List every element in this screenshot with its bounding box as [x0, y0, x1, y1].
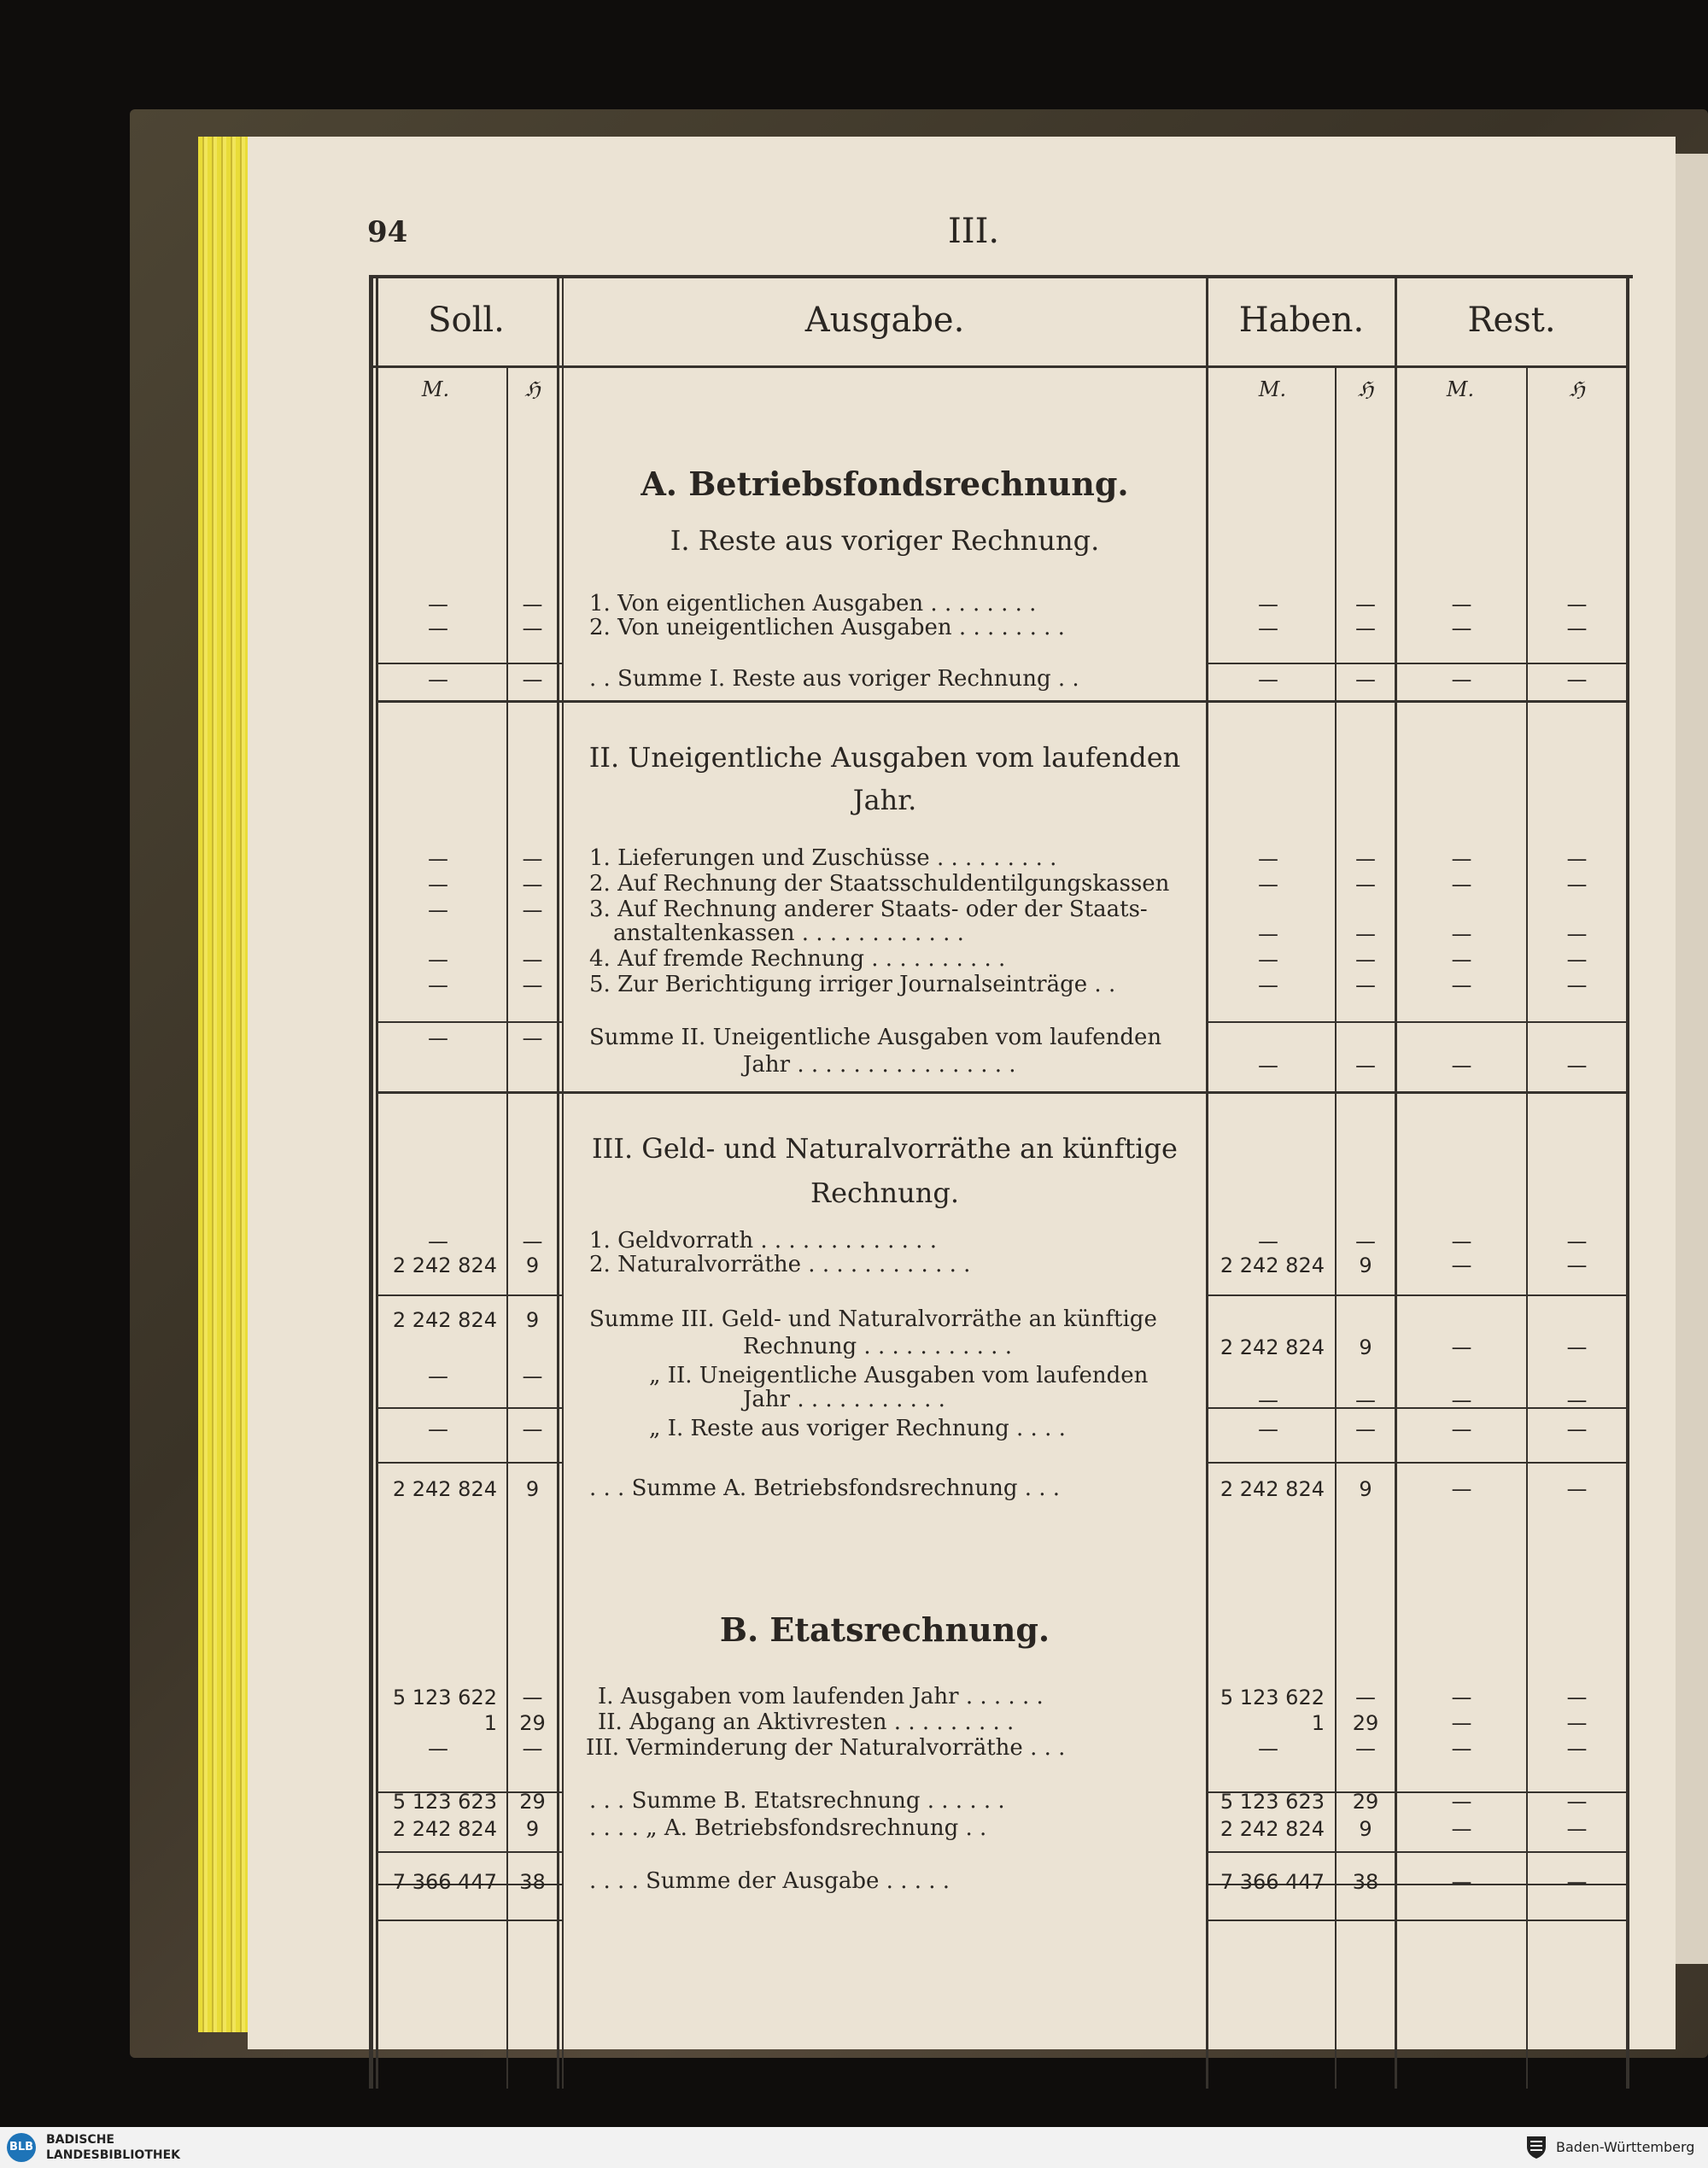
cell-soll-m: 2 242 824 — [392, 1477, 497, 1501]
cell-haben-m: — — [1258, 922, 1278, 946]
coat-of-arms-icon — [1525, 2135, 1547, 2160]
cell-soll-pf: 29 — [519, 1790, 546, 1814]
cell-haben-pf: — — [1355, 617, 1376, 640]
cell-rest-m: — — [1451, 1870, 1472, 1894]
cell-haben-pf: 29 — [1352, 1790, 1379, 1814]
cell-soll-m: — — [428, 873, 448, 897]
book-page — [248, 137, 1676, 2049]
cell-haben-m: — — [1258, 873, 1278, 897]
row-text: . . Summe I. Reste aus voriger Rechnung . . — [589, 666, 1079, 692]
row-text: 2. Auf Rechnung der Staatsschuldentilgungskassen — [589, 871, 1170, 897]
row-text: 2. Naturalvorräthe . . . . . . . . . . . . — [589, 1252, 971, 1277]
cell-soll-pf: — — [522, 847, 543, 871]
cell-haben-pf: 9 — [1359, 1253, 1372, 1277]
cell-rest-m: — — [1451, 1686, 1472, 1709]
cell-rest-m: — — [1451, 847, 1472, 871]
cell-soll-pf: — — [522, 668, 543, 692]
cell-soll-pf: — — [522, 593, 543, 617]
row-text: Summe III. Geld- und Naturalvorräthe an künftige — [589, 1306, 1157, 1332]
unit-rest-pf: ℌ — [1569, 377, 1585, 401]
cell-soll-pf: 9 — [525, 1308, 540, 1332]
cell-rest-m: — — [1451, 617, 1472, 640]
cell-rest-pf: — — [1566, 1253, 1588, 1277]
unit-soll-pf: ℌ — [524, 377, 541, 401]
cell-rest-pf: — — [1566, 847, 1588, 871]
cell-rest-pf: — — [1566, 922, 1588, 946]
cell-haben-pf: — — [1355, 847, 1376, 871]
cell-haben-m: — — [1258, 1737, 1278, 1761]
cell-soll-m: 2 242 824 — [392, 1308, 497, 1332]
cell-soll-m: — — [428, 1026, 448, 1050]
cell-haben-m: 7 366 447 — [1220, 1870, 1325, 1894]
row-text: . . . Summe A. Betriebsfondsrechnung . . . — [589, 1476, 1061, 1501]
library-name-line-2: LANDESBIBLIOTHEK — [46, 2148, 181, 2162]
cell-soll-pf: — — [522, 898, 543, 922]
library-name — [46, 2132, 180, 2163]
cell-rest-pf: — — [1566, 1054, 1588, 1078]
cell-haben-pf: 9 — [1359, 1477, 1372, 1501]
cell-soll-pf: 29 — [519, 1711, 546, 1735]
row-text: 3. Auf Rechnung anderer Staats- oder der Staats- — [589, 897, 1148, 922]
cell-rest-pf: — — [1566, 1711, 1588, 1735]
row-text: Jahr . . . . . . . . . . . — [743, 1387, 945, 1412]
row-text: Rechnung . . . . . . . . . . . — [743, 1334, 1012, 1359]
cell-rest-pf: — — [1566, 617, 1588, 640]
row-text: I. Ausgaben vom laufenden Jahr . . . . . . — [598, 1684, 1044, 1709]
header-soll: Soll. — [428, 301, 505, 340]
row-text: . . . . „ A. Betriebsfondsrechnung . . — [589, 1815, 987, 1841]
cell-haben-m: 2 242 824 — [1220, 1253, 1325, 1277]
cell-soll-m: — — [428, 617, 448, 640]
cell-rest-m: — — [1451, 1230, 1472, 1253]
cell-soll-m: — — [428, 1737, 448, 1761]
unit-rest-mark: M. — [1446, 377, 1475, 401]
section-a2-title-1: II. Uneigentliche Ausgaben vom laufenden — [588, 741, 1181, 774]
row-text: II. Abgang an Aktivresten . . . . . . . . . — [598, 1709, 1015, 1735]
row-text: 5. Zur Berichtigung irriger Journalseinträge . . — [589, 972, 1116, 997]
cell-soll-m: — — [428, 1417, 448, 1441]
cell-haben-m: — — [1258, 1417, 1278, 1441]
cell-soll-m: 2 242 824 — [392, 1817, 497, 1841]
cell-haben-pf: — — [1355, 1417, 1376, 1441]
cell-soll-m: — — [428, 1364, 448, 1388]
cell-haben-pf: — — [1355, 1686, 1376, 1709]
cell-soll-pf: 9 — [525, 1477, 540, 1501]
cell-haben-pf: 9 — [1359, 1817, 1372, 1841]
cell-haben-m: — — [1258, 973, 1278, 997]
library-name-line-1: BADISCHE — [46, 2133, 114, 2147]
cell-haben-m: 2 242 824 — [1220, 1477, 1325, 1501]
cell-soll-m: — — [428, 1230, 448, 1253]
cell-rest-pf: — — [1566, 593, 1588, 617]
cell-soll-pf: — — [522, 1230, 543, 1253]
row-text: . . . . Summe der Ausgabe . . . . . — [589, 1868, 951, 1894]
cell-soll-pf: — — [522, 1417, 543, 1441]
section-a2-title-2: Jahr. — [852, 784, 917, 816]
cell-haben-pf: — — [1355, 873, 1376, 897]
cell-soll-pf: — — [522, 1737, 543, 1761]
cell-soll-m: — — [428, 898, 448, 922]
cell-rest-m: — — [1451, 1711, 1472, 1735]
row-text: 1. Lieferungen und Zuschüsse . . . . . . . . . — [589, 845, 1057, 871]
cell-rest-pf: — — [1566, 1388, 1588, 1412]
row-text: „ II. Uneigentliche Ausgaben vom laufenden — [649, 1363, 1149, 1388]
cell-soll-pf: 9 — [525, 1253, 540, 1277]
header-rest: Rest. — [1467, 301, 1556, 340]
cell-soll-pf: — — [522, 973, 543, 997]
cell-soll-pf: 38 — [519, 1870, 546, 1894]
section-a-title: A. Betriebsfondsrechnung. — [640, 465, 1129, 503]
cell-haben-m: 5 123 622 — [1220, 1686, 1325, 1709]
row-text: „ I. Reste aus voriger Rechnung . . . . — [649, 1416, 1066, 1441]
cell-rest-m: — — [1451, 1790, 1472, 1814]
cell-haben-pf: 38 — [1352, 1870, 1379, 1894]
cell-rest-m: — — [1451, 1253, 1472, 1277]
cell-rest-pf: — — [1566, 1737, 1588, 1761]
row-text: 4. Auf fremde Rechnung . . . . . . . . . . — [589, 946, 1006, 972]
cell-haben-m: — — [1258, 847, 1278, 871]
cell-soll-m: — — [428, 948, 448, 972]
cell-rest-pf: — — [1566, 1335, 1588, 1359]
cell-haben-pf: — — [1355, 973, 1376, 997]
cell-rest-pf: — — [1566, 1817, 1588, 1841]
row-text: 2. Von uneigentlichen Ausgaben . . . . . . . . — [589, 615, 1065, 640]
cell-haben-m: 1 — [1311, 1711, 1325, 1735]
cell-rest-pf: — — [1566, 1417, 1588, 1441]
row-text: Jahr . . . . . . . . . . . . . . . . — [743, 1052, 1016, 1078]
cell-rest-m: — — [1451, 948, 1472, 972]
cell-rest-m: — — [1451, 1335, 1472, 1359]
cell-rest-pf: — — [1566, 1477, 1588, 1501]
cell-soll-m: — — [428, 593, 448, 617]
cell-haben-m: — — [1258, 1388, 1278, 1412]
row-text: . . . Summe B. Etatsrechnung . . . . . . — [589, 1788, 1005, 1814]
cell-haben-pf: — — [1355, 668, 1376, 692]
cell-rest-m: — — [1451, 1737, 1472, 1761]
cell-haben-m: — — [1258, 1230, 1278, 1253]
cell-rest-m: — — [1451, 873, 1472, 897]
cell-rest-pf: — — [1566, 948, 1588, 972]
cell-haben-m: — — [1258, 617, 1278, 640]
row-text: III. Verminderung der Naturalvorräthe . . . — [586, 1735, 1066, 1761]
cell-soll-m: 5 123 622 — [392, 1686, 497, 1709]
cell-rest-pf: — — [1566, 668, 1588, 692]
cell-rest-pf: — — [1566, 973, 1588, 997]
cell-rest-pf: — — [1566, 1686, 1588, 1709]
cell-soll-pf: — — [522, 948, 543, 972]
cell-rest-m: — — [1451, 1477, 1472, 1501]
footer-bar — [0, 2127, 1708, 2168]
cell-soll-pf: — — [522, 1364, 543, 1388]
cell-rest-m: — — [1451, 1817, 1472, 1841]
cell-haben-pf: — — [1355, 1388, 1376, 1412]
cell-haben-pf: 9 — [1359, 1335, 1372, 1359]
cell-haben-m: — — [1258, 948, 1278, 972]
cell-soll-pf: 9 — [525, 1817, 540, 1841]
cell-soll-m: — — [428, 668, 448, 692]
cell-haben-m: — — [1258, 1054, 1278, 1078]
library-logo: BLB — [7, 2133, 36, 2162]
cell-soll-pf: — — [522, 1026, 543, 1050]
cell-rest-m: — — [1451, 593, 1472, 617]
cell-rest-pf: — — [1566, 1230, 1588, 1253]
cell-rest-m: — — [1451, 1388, 1472, 1412]
cell-rest-m: — — [1451, 1417, 1472, 1441]
row-text: anstaltenkassen . . . . . . . . . . . . — [613, 920, 964, 946]
chapter-number: III. — [948, 212, 1000, 251]
state-name: Baden-Württemberg — [1556, 2139, 1695, 2155]
cell-rest-pf: — — [1566, 1790, 1588, 1814]
cell-soll-m: 5 123 623 — [392, 1790, 497, 1814]
cell-rest-pf: — — [1566, 873, 1588, 897]
cell-haben-pf: — — [1355, 1230, 1376, 1253]
unit-haben-mark: M. — [1258, 377, 1287, 401]
cell-haben-m: — — [1258, 668, 1278, 692]
section-a3-title-1: III. Geld- und Naturalvorräthe an künftige — [592, 1132, 1178, 1165]
cell-haben-pf: — — [1355, 948, 1376, 972]
cell-haben-m: — — [1258, 593, 1278, 617]
cell-rest-m: — — [1451, 668, 1472, 692]
cell-soll-pf: — — [522, 1686, 543, 1709]
cell-haben-pf: — — [1355, 922, 1376, 946]
cell-haben-pf: 29 — [1352, 1711, 1379, 1735]
unit-haben-pf: ℌ — [1357, 377, 1374, 401]
cell-soll-m: — — [428, 973, 448, 997]
cell-soll-m: 2 242 824 — [392, 1253, 497, 1277]
row-text: 1. Geldvorrath . . . . . . . . . . . . . — [589, 1228, 937, 1253]
cell-haben-pf: — — [1355, 1054, 1376, 1078]
cell-rest-m: — — [1451, 922, 1472, 946]
cell-haben-m: 2 242 824 — [1220, 1335, 1325, 1359]
cell-soll-m: — — [428, 847, 448, 871]
cell-soll-pf: — — [522, 617, 543, 640]
cell-haben-m: 5 123 623 — [1220, 1790, 1325, 1814]
cell-rest-m: — — [1451, 1054, 1472, 1078]
cell-soll-m: 1 — [483, 1711, 497, 1735]
page-edges — [198, 137, 249, 2032]
cell-rest-m: — — [1451, 973, 1472, 997]
cell-soll-pf: — — [522, 873, 543, 897]
cell-haben-pf: — — [1355, 1737, 1376, 1761]
header-haben: Haben. — [1238, 301, 1365, 340]
cell-soll-m: 7 366 447 — [392, 1870, 497, 1894]
next-page-edge — [1676, 154, 1708, 1964]
section-b-title: B. Etatsrechnung. — [719, 1610, 1050, 1649]
section-a3-title-2: Rechnung. — [810, 1177, 960, 1209]
unit-soll-mark: M. — [421, 377, 450, 401]
row-text: 1. Von eigentlichen Ausgaben . . . . . . . . — [589, 591, 1037, 617]
row-text: Summe II. Uneigentliche Ausgaben vom laufenden — [589, 1025, 1162, 1050]
cell-haben-m: 2 242 824 — [1220, 1817, 1325, 1841]
header-ausgabe: Ausgabe. — [804, 301, 965, 340]
section-a1-title: I. Reste aus voriger Rechnung. — [670, 524, 1100, 557]
page-number: 94 — [367, 215, 408, 249]
cell-haben-pf: — — [1355, 593, 1376, 617]
cell-rest-pf: — — [1566, 1870, 1588, 1894]
